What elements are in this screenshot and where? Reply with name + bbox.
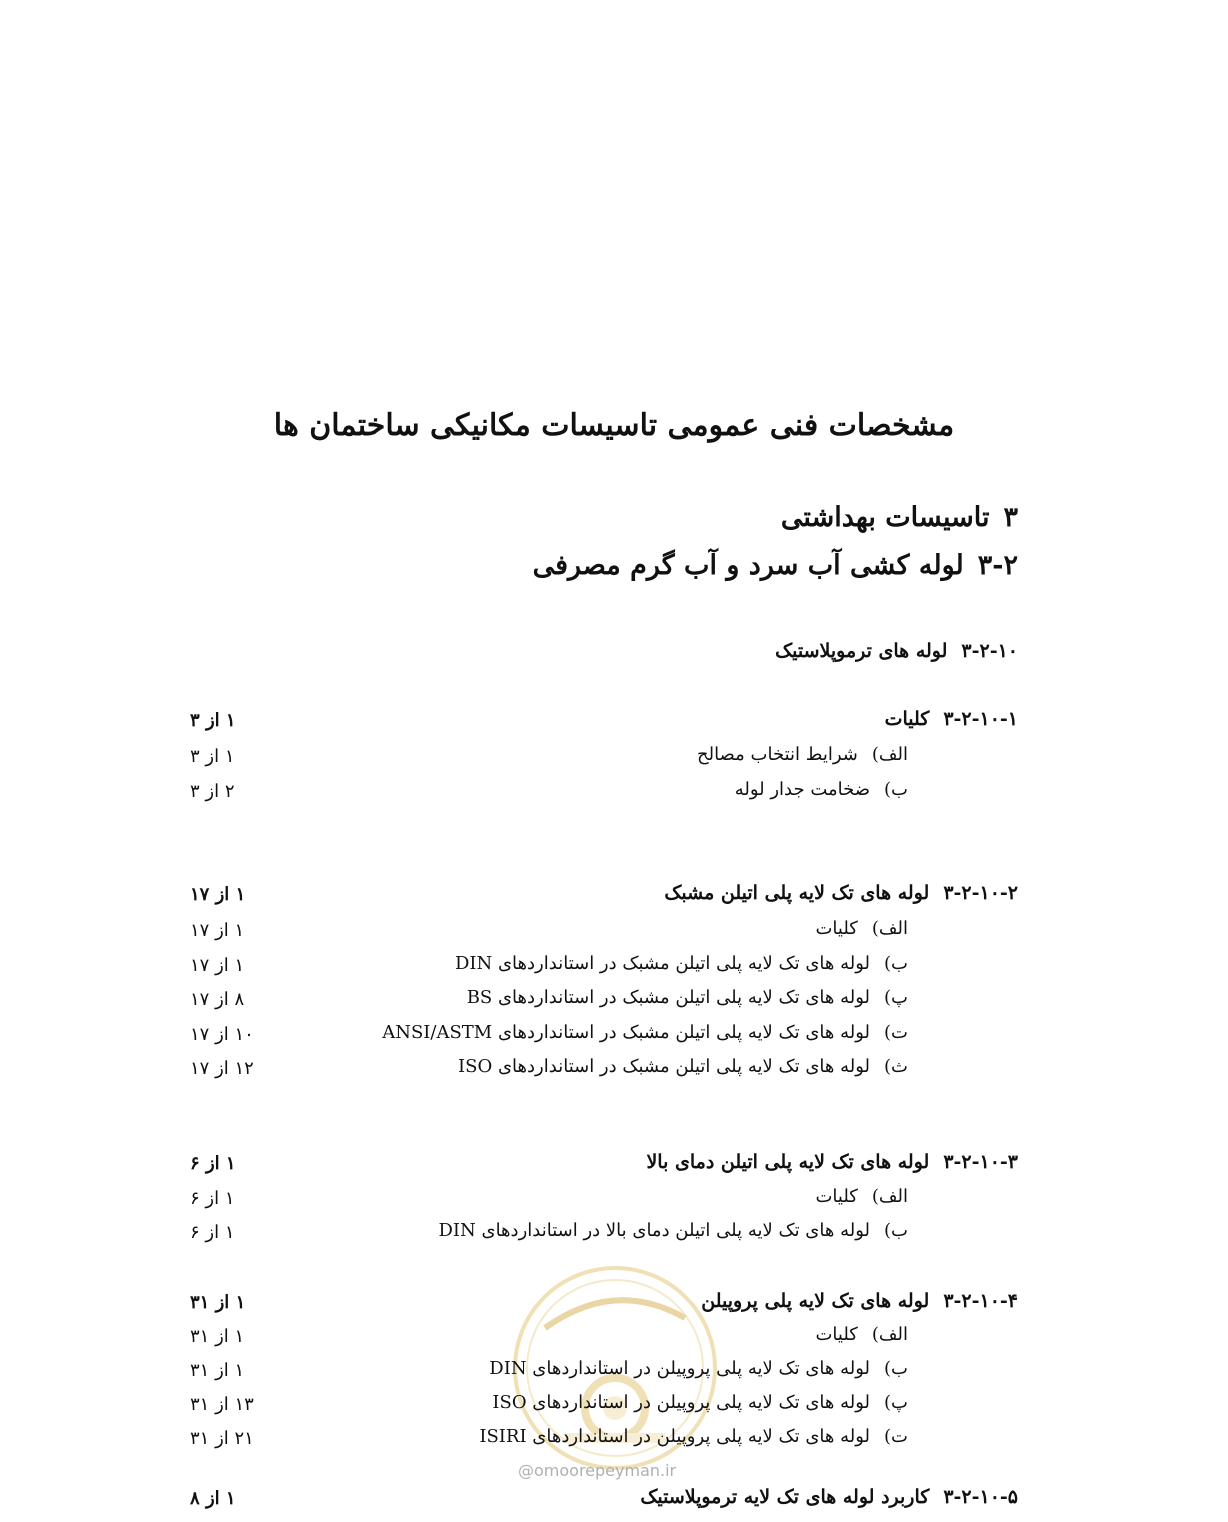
toc-section-heading	[701, 1290, 1018, 1312]
toc-section-page: ۱ از ۱۷	[190, 884, 246, 905]
toc-item	[479, 1426, 908, 1447]
subsection-title: لوله های ترموپلاستیک	[775, 640, 948, 662]
toc-item-label: پ)	[884, 987, 908, 1008]
toc-item-text: لوله های تک لایه پلی اتیلن مشبک در استانداردهای BS	[466, 987, 871, 1008]
toc-item	[492, 1392, 908, 1413]
toc-item-page: ۱ از ۳	[190, 746, 235, 767]
toc-section-number: ۳-۲-۱۰-۳	[943, 1151, 1018, 1173]
toc-item-text: کلیات	[815, 1324, 858, 1345]
toc-section-heading	[664, 882, 1018, 904]
toc-item-label: ت)	[884, 1426, 908, 1447]
chapter-heading	[781, 502, 1018, 533]
toc-item-label: ب)	[884, 1220, 908, 1241]
subsection-number: ۳-۲-۱۰	[961, 640, 1018, 662]
toc-item-text: کلیات	[815, 918, 858, 939]
toc-section-title: لوله های تک لایه پلی اتیلن دمای بالا	[646, 1151, 930, 1173]
toc-item	[458, 1056, 908, 1077]
section-heading	[533, 550, 1018, 581]
toc-section-page: ۱ از ۸	[190, 1488, 236, 1509]
toc-item-page: ۸ از ۱۷	[190, 989, 245, 1010]
toc-item-text: لوله های تک لایه پلی پروپیلن در استانداردهای DIN	[489, 1358, 871, 1379]
toc-item	[697, 744, 908, 765]
toc-item-page: ۲۱ از ۳۱	[190, 1428, 254, 1449]
toc-item-label: پ)	[884, 1392, 908, 1413]
toc-section-title: لوله های تک لایه پلی اتیلن مشبک	[664, 882, 930, 904]
toc-item-page: ۱ از ۶	[190, 1188, 235, 1209]
toc-section-heading	[646, 1151, 1018, 1173]
toc-item	[455, 953, 908, 974]
toc-item-text: لوله های تک لایه پلی اتیلن مشبک در استانداردهای ANSI/ASTM	[382, 1022, 871, 1043]
toc-item-page: ۱ از ۶	[190, 1222, 235, 1243]
toc-item-page: ۱۳ از ۳۱	[190, 1394, 254, 1415]
toc-item-page: ۱ از ۱۷	[190, 955, 245, 976]
toc-item-label: ب)	[884, 1358, 908, 1379]
toc-item-label: ب)	[884, 953, 908, 974]
toc-item-page: ۱ از ۳۱	[190, 1326, 245, 1347]
toc-item	[815, 1186, 908, 1207]
toc-item-text: ضخامت جدار لوله	[734, 779, 871, 800]
toc-section-number: ۳-۲-۱۰-۴	[943, 1290, 1018, 1312]
toc-item-label: الف)	[871, 744, 908, 765]
toc-item-text: کلیات	[815, 1186, 858, 1207]
toc-item	[489, 1358, 908, 1379]
toc-item-text: شرایط انتخاب مصالح	[696, 744, 858, 765]
toc-section-heading	[885, 708, 1018, 730]
toc-section-number: ۳-۲-۱۰-۵	[943, 1486, 1018, 1508]
section-number: ۳-۲	[977, 550, 1018, 581]
toc-section-page: ۱ از ۳	[190, 710, 236, 731]
toc-item-page: ۱۰ از ۱۷	[190, 1024, 254, 1045]
toc-item-label: الف)	[871, 1324, 908, 1345]
toc-section-page: ۱ از ۶	[190, 1153, 236, 1174]
watermark-url: @omoorepeyman.ir	[518, 1461, 677, 1480]
document-title: مشخصات فنی عمومی تاسیسات مکانیکی ساختمان ها	[273, 408, 955, 443]
toc-item-text: لوله های تک لایه پلی اتیلن دمای بالا در استانداردهای DIN	[438, 1220, 871, 1241]
toc-item-page: ۱ از ۱۷	[190, 920, 245, 941]
toc-section-heading	[640, 1486, 1018, 1508]
toc-section-page: ۱ از ۳۱	[190, 1292, 246, 1313]
toc-item	[815, 1324, 908, 1345]
toc-item-page: ۱۲ از ۱۷	[190, 1058, 254, 1079]
toc-item	[438, 1220, 908, 1241]
toc-item-label: ت)	[884, 1022, 908, 1043]
toc-item-label: الف)	[871, 918, 908, 939]
toc-item	[382, 1022, 908, 1043]
toc-item-label: الف)	[871, 1186, 908, 1207]
toc-section-title: کلیات	[884, 708, 930, 730]
toc-item	[815, 918, 908, 939]
subsection-heading	[775, 640, 1018, 662]
toc-section-title: لوله های تک لایه پلی پروپیلن	[701, 1290, 930, 1312]
section-title: لوله کشی آب سرد و آب گرم مصرفی	[532, 550, 964, 581]
toc-item-text: لوله های تک لایه پلی پروپیلن در استانداردهای ISO	[492, 1392, 871, 1413]
chapter-title: تاسیسات بهداشتی	[780, 502, 990, 533]
toc-item-label: ب)	[884, 779, 908, 800]
toc-section-title: کاربرد لوله های تک لایه ترموپلاستیک	[640, 1486, 930, 1508]
toc-section-number: ۳-۲-۱۰-۲	[943, 882, 1018, 904]
chapter-number: ۳	[1003, 502, 1018, 533]
toc-item-page: ۲ از ۳	[190, 781, 235, 802]
toc-item	[467, 987, 908, 1008]
toc-item-page: ۱ از ۳۱	[190, 1360, 245, 1381]
toc-item-text: لوله های تک لایه پلی اتیلن مشبک در استانداردهای DIN	[454, 953, 871, 974]
toc-item-text: لوله های تک لایه پلی اتیلن مشبک در استانداردهای ISO	[458, 1056, 871, 1077]
toc-section-number: ۳-۲-۱۰-۱	[943, 708, 1018, 730]
toc-item-text: لوله های تک لایه پلی پروپیلن در استانداردهای ISIRI	[479, 1426, 871, 1447]
toc-item	[735, 779, 908, 800]
toc-item-label: ث)	[884, 1056, 908, 1077]
